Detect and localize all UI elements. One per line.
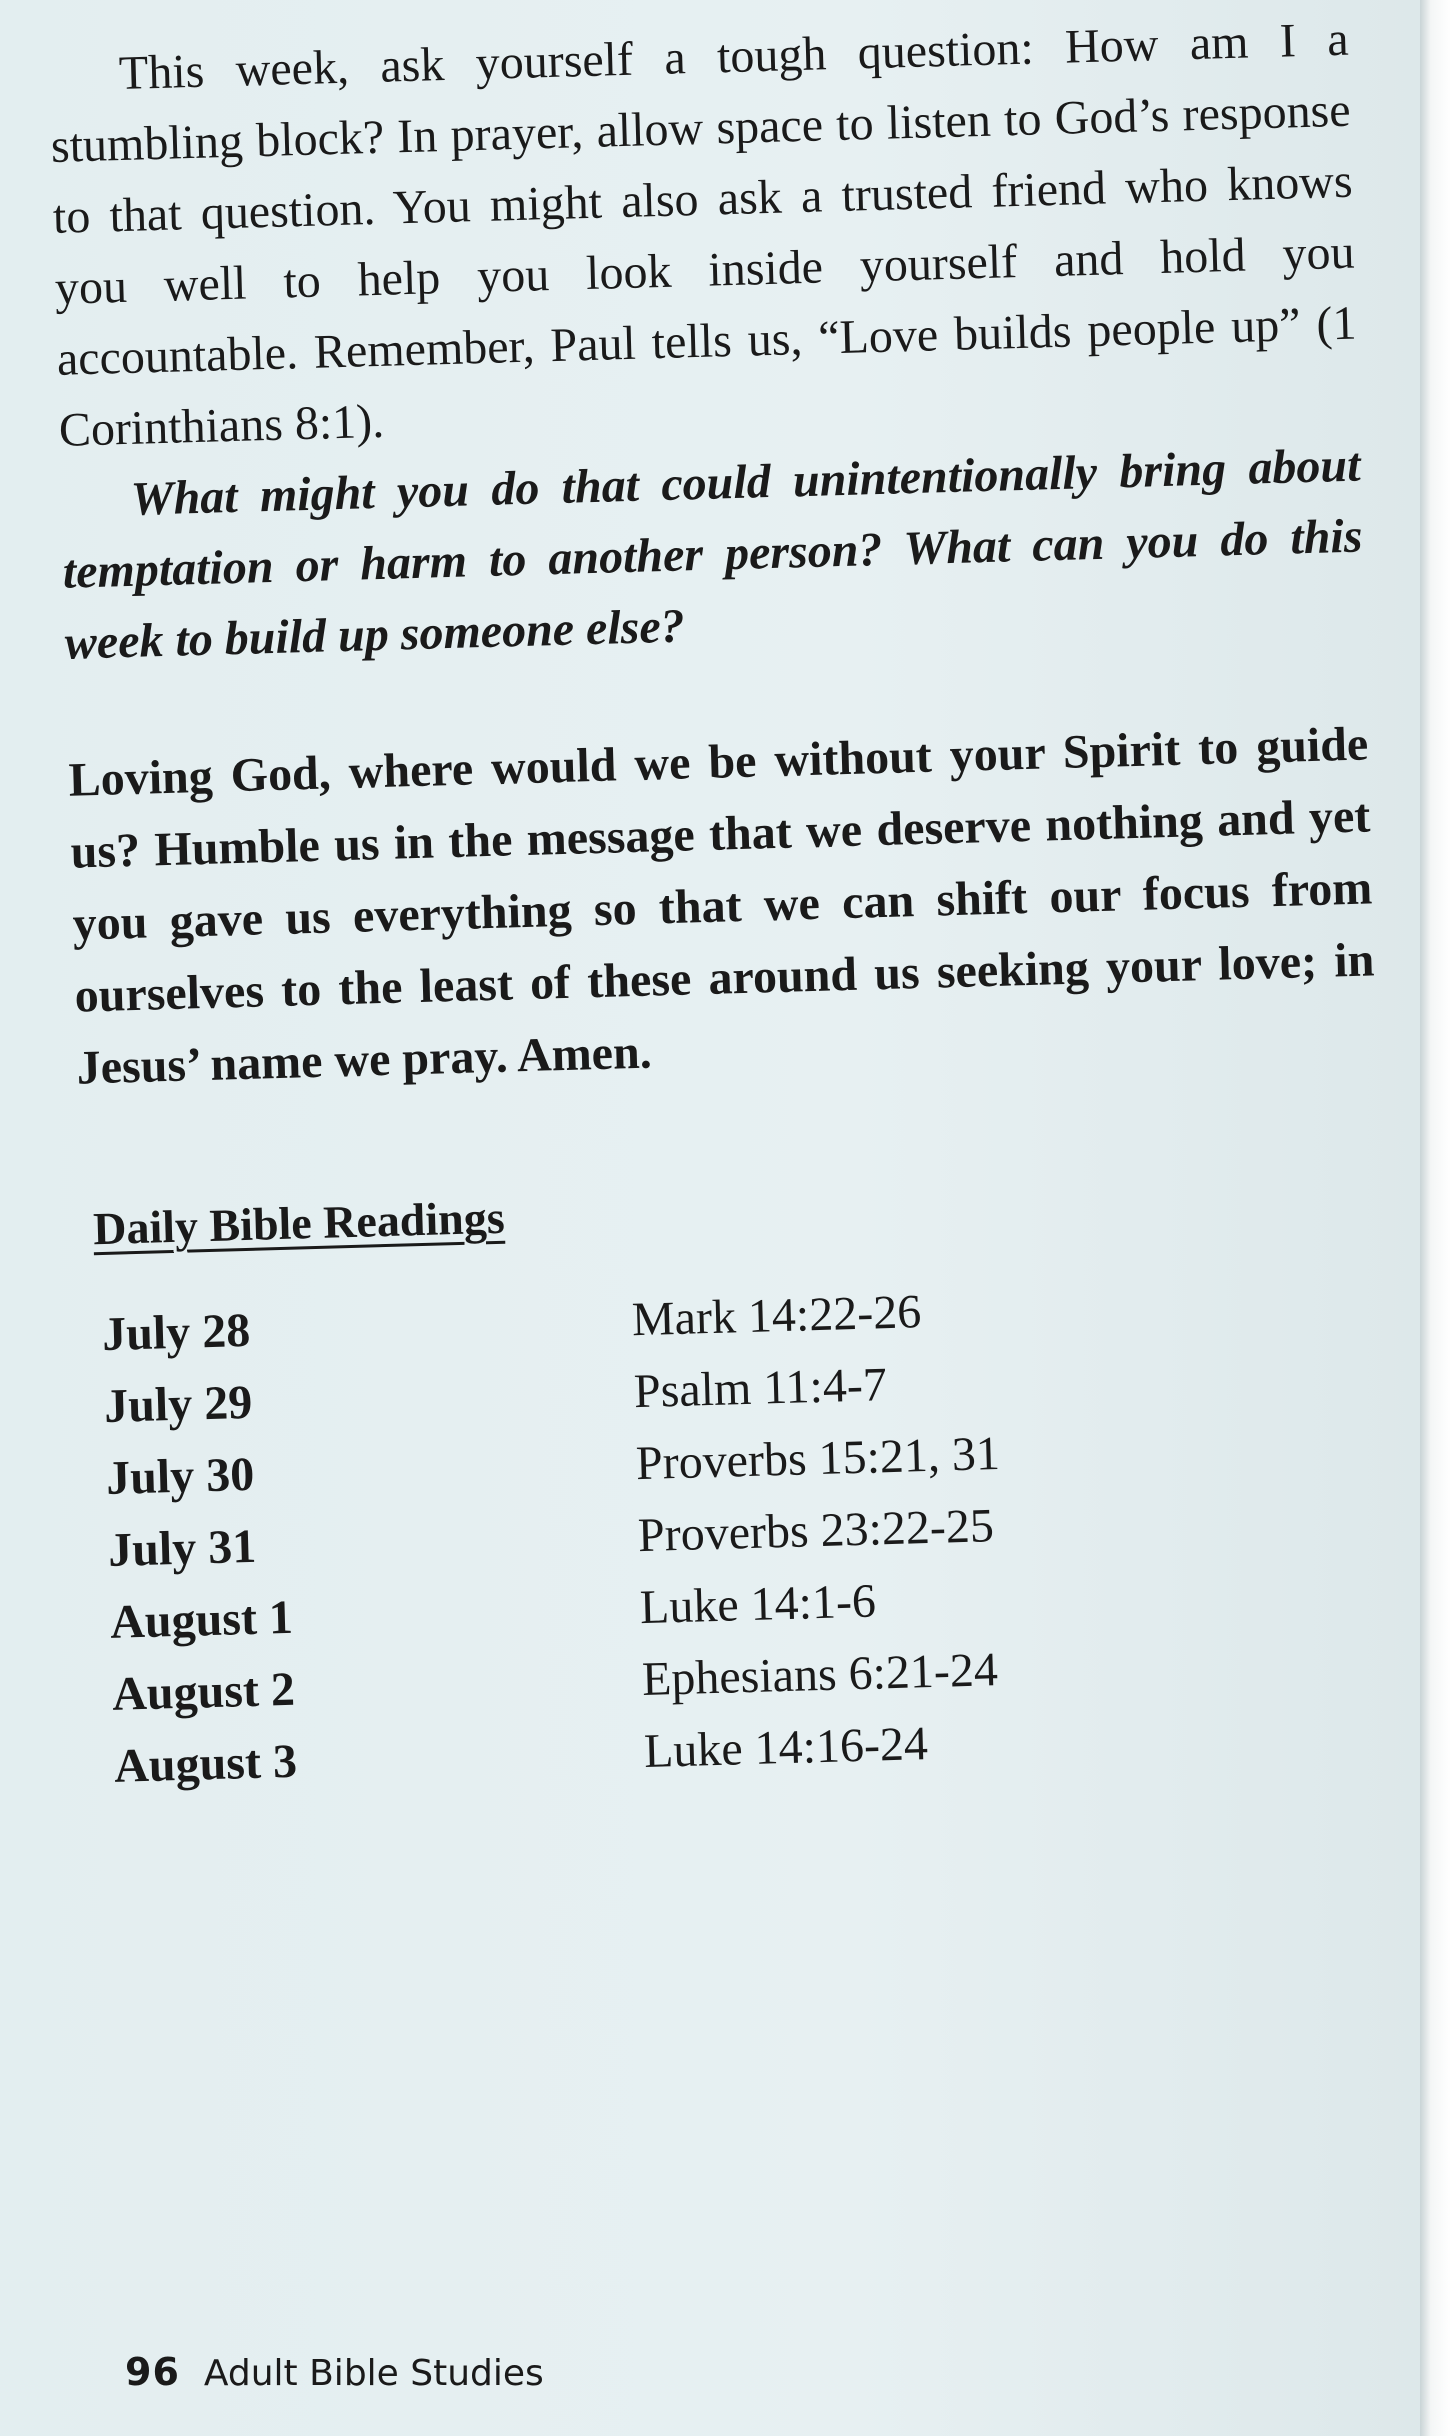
reading-reference: Psalm 11:4-7 xyxy=(633,1358,888,1419)
page-footer xyxy=(125,2350,544,2394)
reading-reference: Luke 14:16-24 xyxy=(643,1717,929,1779)
reading-date: August 2 xyxy=(111,1662,296,1721)
book-title: Adult Bible Studies xyxy=(203,2353,544,2394)
reading-date: August 1 xyxy=(109,1590,294,1649)
reading-reference: Proverbs 15:21, 31 xyxy=(635,1426,1001,1491)
reading-reference: Mark 14:22-26 xyxy=(631,1285,922,1347)
page-edge xyxy=(1420,0,1451,2436)
reading-reference: Ephesians 6:21-24 xyxy=(641,1643,999,1707)
page-number: 96 xyxy=(125,2350,180,2394)
reading-date: July 29 xyxy=(103,1375,253,1433)
readings-heading: Daily Bible Readings xyxy=(92,1191,506,1255)
prayer: Loving God, where would we be without your Spirit to guide us? Humble us in the message that we deserve nothing and yet you gave us everything so that we can shift our focus from ourselves to the least of these around us seeking your love; in Jesus’ name we pray. Amen. xyxy=(67,717,1375,1095)
reading-reference: Proverbs 23:22-25 xyxy=(637,1499,995,1563)
reading-date: August 3 xyxy=(113,1734,298,1793)
reading-date: July 28 xyxy=(101,1303,251,1361)
reading-date: July 30 xyxy=(105,1447,255,1505)
reading-date: July 31 xyxy=(107,1519,257,1577)
reflection-question: What might you do that could unintentionally bring about temptation or harm to another person? What can you do this week to build up someone else? xyxy=(62,438,1364,670)
reading-reference: Luke 14:1-6 xyxy=(639,1574,877,1635)
page-content xyxy=(48,4,1397,1812)
readings-list xyxy=(101,1271,1397,1811)
body-paragraph: This week, ask yourself a tough question: How am I a stumbling block? In prayer, allow space to listen to God’s response to that question. You might also ask a trusted friend who knows you well to help you look inside yourself and hold you accountable. Remember, Paul tells us, “Love builds people up” (1 Corinthians 8:1). xyxy=(50,12,1358,457)
